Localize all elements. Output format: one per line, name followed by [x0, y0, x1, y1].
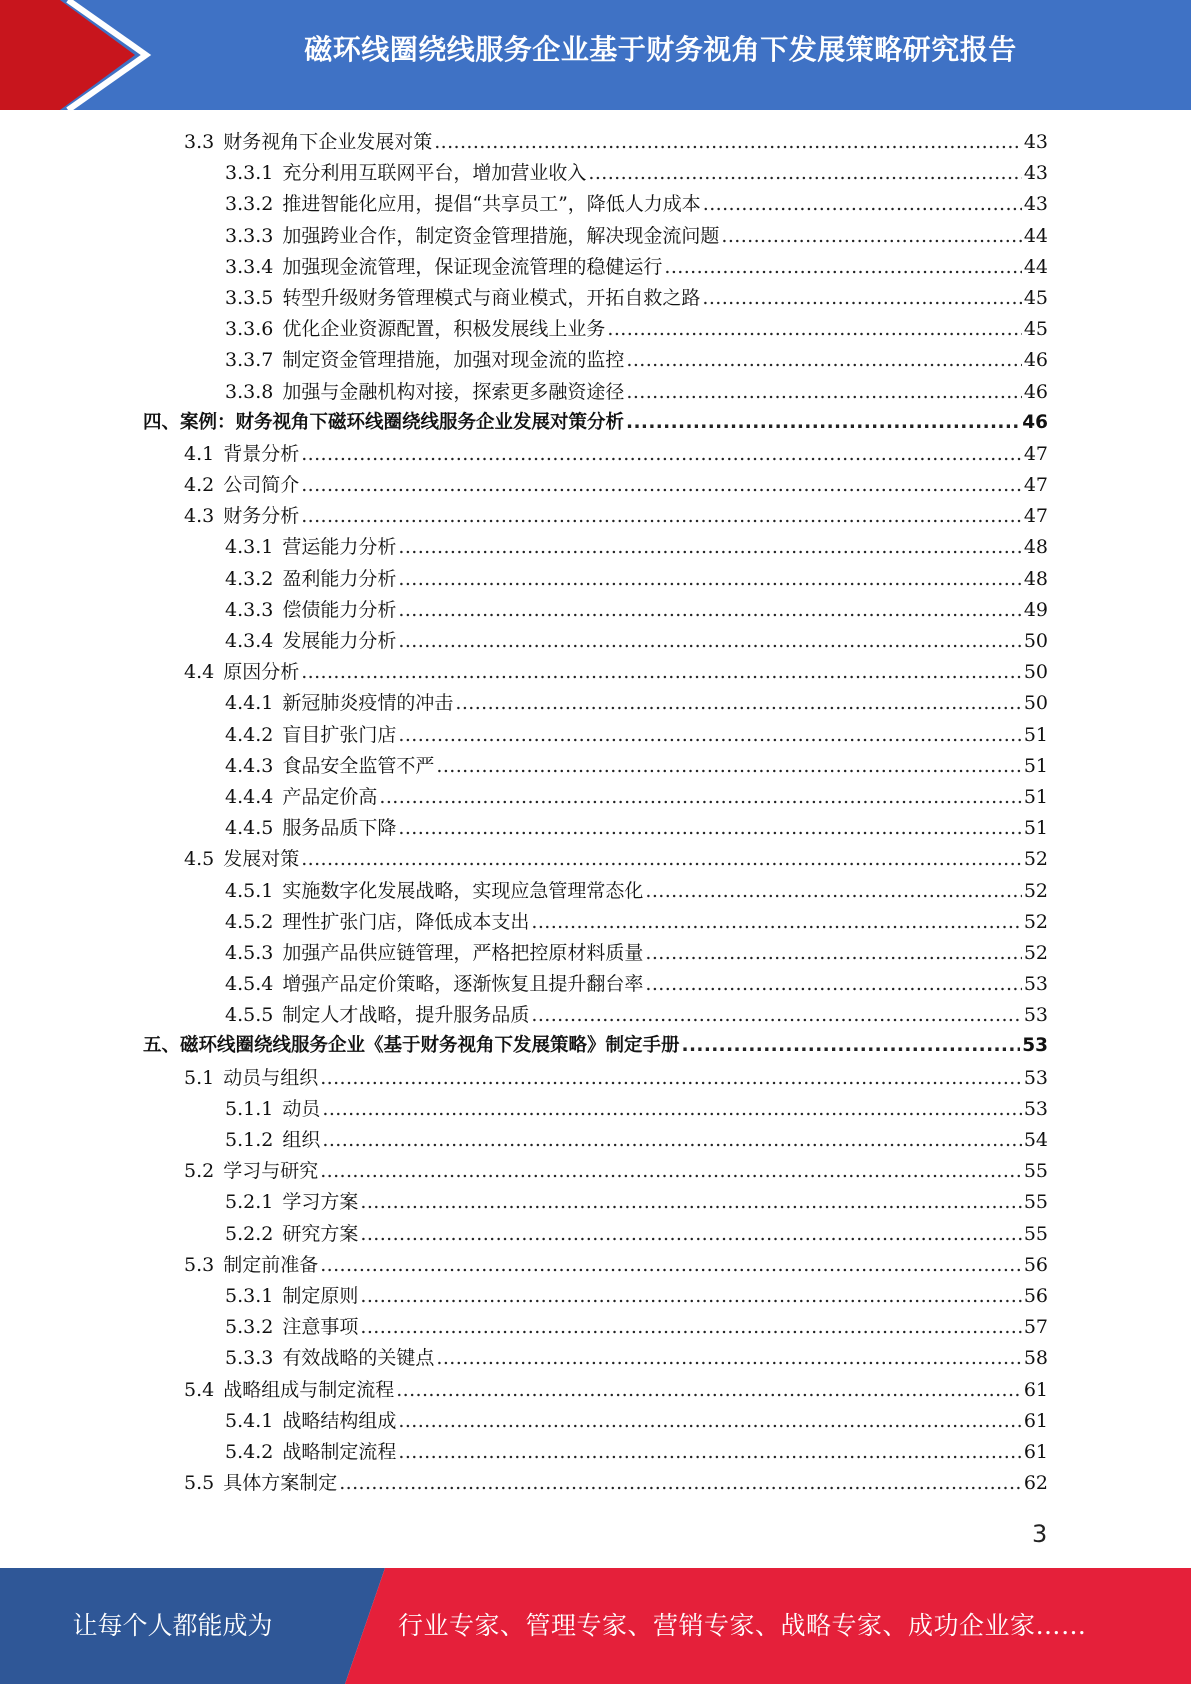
toc-entry[interactable]: [143, 907, 1048, 938]
toc-entry-number: 3.3.4: [225, 255, 274, 278]
toc-entry-page: 51: [1023, 723, 1048, 746]
toc-entry-number: 4.5.5: [225, 1004, 274, 1027]
toc-entry-title: 注意事项: [282, 1316, 359, 1339]
toc-entry-number: 5.2: [184, 1160, 215, 1183]
toc-entry[interactable]: [143, 564, 1048, 595]
toc-dot-leader: [398, 536, 1021, 558]
toc-entry-title: 加强现金流管理，保证现金流管理的稳健运行: [282, 255, 663, 278]
header-title: 磁环线圈绕线服务企业基于财务视角下发展策略研究报告: [304, 33, 1017, 66]
toc-entry-title: 动员: [282, 1097, 321, 1120]
toc-entry[interactable]: [143, 189, 1048, 220]
toc-dot-leader: [301, 661, 1022, 683]
toc-entry-title: 动员与组织: [223, 1066, 319, 1089]
toc-entry[interactable]: [143, 1468, 1048, 1499]
header-arrow-decoration: [0, 0, 160, 110]
footer-slogan-right: 行业专家、管理专家、营销专家、战略专家、成功企业家……: [398, 1611, 1087, 1640]
toc-entry-page: 54: [1023, 1129, 1048, 1151]
page-header: [0, 0, 1191, 110]
toc-dot-leader: [531, 911, 1021, 933]
toc-entry-title: 服务品质下降: [282, 817, 397, 840]
toc-entry-page: 46: [1022, 411, 1048, 433]
toc-entry-number: 4.4: [184, 661, 215, 684]
toc-entry-number: 3.3.5: [225, 286, 274, 309]
toc-entry[interactable]: [143, 1219, 1048, 1250]
toc-entry-number: 4.3.2: [225, 567, 274, 590]
toc-entry-page: 47: [1023, 474, 1048, 497]
toc-entry-number: 3.3.2: [225, 193, 274, 216]
toc-entry[interactable]: [143, 1094, 1048, 1125]
toc-entry-number: 5.5: [184, 1472, 215, 1495]
toc-dot-leader: [398, 1441, 1021, 1463]
toc-entry[interactable]: [143, 969, 1048, 1000]
toc-entry-number: 5.1: [184, 1066, 215, 1089]
toc-entry-title: 推进智能化应用，提倡“共享员工”，降低人力成本: [282, 193, 701, 216]
toc-dot-leader: [436, 1347, 1021, 1369]
toc-entry-title: 理性扩张门店，降低成本支出: [282, 910, 530, 933]
toc-dot-leader: [360, 1285, 1021, 1307]
toc-entry-number: 4.3.1: [225, 536, 274, 559]
toc-entry-title: 增强产品定价策略，逐渐恢复且提升翻台率: [282, 973, 644, 996]
toc-entry-page: 53: [1022, 1035, 1048, 1057]
toc-entry-page: 46: [1023, 380, 1048, 403]
toc-entry[interactable]: [143, 1125, 1048, 1156]
toc-entry[interactable]: [143, 408, 1048, 439]
toc-entry-page: 47: [1023, 442, 1048, 465]
toc-entry[interactable]: [143, 532, 1048, 563]
toc-entry-title: 发展能力分析: [282, 630, 397, 652]
toc-dot-leader: [396, 1379, 1022, 1401]
toc-entry-title: 学习方案: [282, 1191, 359, 1214]
toc-entry[interactable]: [143, 844, 1048, 875]
toc-entry-page: 48: [1023, 567, 1048, 590]
toc-entry-number: 4.5.3: [225, 941, 274, 964]
toc-dot-leader: [320, 1067, 1022, 1089]
toc-dot-leader: [607, 318, 1021, 340]
toc-dot-leader: [301, 848, 1022, 870]
toc-entry-page: 43: [1023, 131, 1048, 153]
toc-entry[interactable]: [143, 1156, 1048, 1187]
toc-entry-page: 53: [1023, 973, 1048, 996]
toc-entry[interactable]: [143, 127, 1048, 158]
toc-entry[interactable]: [143, 1437, 1048, 1468]
toc-entry-title: 营运能力分析: [282, 536, 397, 559]
toc-dot-leader: [301, 474, 1022, 496]
toc-entry-title: 背景分析: [223, 442, 300, 465]
toc-dot-leader: [645, 942, 1021, 964]
toc-entry-number: 5.1.2: [225, 1129, 274, 1151]
table-of-contents: [143, 127, 1048, 1499]
toc-entry-page: 43: [1023, 193, 1048, 216]
toc-entry-title: 战略组成与制定流程: [223, 1378, 395, 1401]
toc-entry-number: 5.4.2: [225, 1440, 274, 1463]
toc-entry-number: 4.1: [184, 442, 215, 465]
toc-dot-leader: [322, 1129, 1021, 1151]
toc-entry[interactable]: [143, 252, 1048, 283]
toc-dot-leader: [436, 755, 1021, 777]
toc-entry-page: 50: [1023, 692, 1048, 715]
toc-entry[interactable]: [143, 1281, 1048, 1312]
toc-entry-title: 制定资金管理措施，加强对现金流的监控: [282, 349, 625, 372]
toc-dot-leader: [682, 1035, 1021, 1056]
toc-entry-number: 3.3: [184, 131, 215, 153]
toc-dot-leader: [360, 1316, 1021, 1338]
toc-entry-number: 4.5.1: [225, 879, 274, 902]
toc-entry-page: 45: [1023, 286, 1048, 309]
toc-entry-page: 46: [1023, 349, 1048, 372]
toc-entry-title: 优化企业资源配置，积极发展线上业务: [282, 318, 606, 341]
toc-entry-title: 新冠肺炎疫情的冲击: [282, 692, 454, 715]
toc-entry[interactable]: [143, 1187, 1048, 1218]
toc-entry-title: 盈利能力分析: [282, 567, 397, 590]
toc-entry-number: 4.4.5: [225, 817, 274, 840]
toc-entry-number: 3.3.6: [225, 318, 274, 341]
toc-entry-number: 4.3: [184, 505, 215, 528]
toc-entry-title: 公司简介: [223, 474, 300, 497]
toc-entry-title: 产品定价高: [282, 785, 378, 808]
toc-dot-leader: [320, 1254, 1022, 1276]
toc-dot-leader: [398, 1410, 1021, 1432]
toc-entry-title: 发展对策: [223, 848, 300, 871]
toc-entry-page: 61: [1023, 1378, 1048, 1401]
toc-entry-title: 具体方案制定: [223, 1472, 338, 1495]
toc-entry[interactable]: [143, 876, 1048, 907]
toc-entry-title: 转型升级财务管理模式与商业模式，开拓自救之路: [282, 286, 701, 309]
toc-entry-number: 3.3.8: [225, 380, 274, 403]
toc-entry[interactable]: [143, 501, 1048, 532]
toc-entry[interactable]: [143, 1375, 1048, 1406]
toc-entry[interactable]: [143, 439, 1048, 470]
toc-entry[interactable]: [143, 1343, 1048, 1374]
toc-entry-page: 52: [1023, 879, 1048, 902]
toc-entry-page: 45: [1023, 318, 1048, 341]
toc-entry-page: 55: [1023, 1160, 1048, 1183]
toc-entry-page: 53: [1023, 1097, 1048, 1120]
toc-dot-leader: [360, 1191, 1021, 1213]
toc-dot-leader: [588, 162, 1021, 184]
toc-dot-leader: [398, 599, 1021, 621]
toc-entry-title: 加强跨业合作，制定资金管理措施，解决现金流问题: [282, 224, 720, 247]
toc-dot-leader: [702, 287, 1021, 309]
toc-entry[interactable]: [143, 782, 1048, 813]
toc-entry-number: 5.3: [184, 1253, 215, 1276]
toc-entry-title: 原因分析: [223, 661, 300, 684]
toc-entry-number: 4.5.2: [225, 910, 274, 933]
toc-entry[interactable]: [143, 314, 1048, 345]
toc-entry-page: 51: [1023, 785, 1048, 808]
toc-entry-page: 61: [1023, 1440, 1048, 1463]
toc-entry-number: 4.2: [184, 474, 215, 497]
toc-entry-page: 43: [1023, 162, 1048, 185]
toc-dot-leader: [339, 1472, 1022, 1494]
toc-entry-title: 磁环线圈绕线服务企业《基于财务视角下发展策略》制定手册: [180, 1035, 680, 1057]
toc-entry-number: 4.4.3: [225, 754, 274, 777]
toc-dot-leader: [322, 1098, 1021, 1120]
toc-entry-page: 48: [1023, 536, 1048, 559]
toc-entry-title: 食品安全监管不严: [282, 754, 435, 777]
toc-entry-number: 3.3.1: [225, 162, 274, 185]
toc-entry[interactable]: [143, 1031, 1048, 1062]
toc-entry-page: 52: [1023, 910, 1048, 933]
toc-entry-page: 56: [1023, 1284, 1048, 1307]
toc-entry-title: 财务分析: [223, 505, 300, 528]
toc-dot-leader: [721, 225, 1021, 247]
toc-entry-number: 5.1.1: [225, 1097, 274, 1120]
toc-dot-leader: [301, 505, 1022, 527]
toc-entry-page: 47: [1023, 505, 1048, 528]
toc-entry-page: 50: [1023, 661, 1048, 684]
toc-entry-page: 62: [1023, 1472, 1048, 1495]
toc-entry-title: 充分利用互联网平台，增加营业收入: [282, 162, 587, 185]
toc-dot-leader: [434, 131, 1022, 153]
toc-entry-page: 50: [1023, 630, 1048, 652]
toc-entry[interactable]: [143, 688, 1048, 719]
toc-dot-leader: [398, 724, 1021, 746]
toc-entry-number: 4.4.1: [225, 692, 274, 715]
toc-entry-page: 44: [1023, 224, 1048, 247]
toc-entry[interactable]: [143, 221, 1048, 252]
toc-entry-number: 5.3.3: [225, 1347, 274, 1370]
toc-entry[interactable]: [143, 345, 1048, 376]
toc-entry[interactable]: [143, 158, 1048, 189]
toc-entry-title: 实施数字化发展战略，实现应急管理常态化: [282, 879, 644, 902]
toc-entry-number: 4.4.2: [225, 723, 274, 746]
toc-entry-title: 战略结构组成: [282, 1409, 397, 1432]
toc-entry-page: 44: [1023, 255, 1048, 278]
toc-entry[interactable]: [143, 626, 1048, 657]
toc-dot-leader: [626, 412, 1020, 433]
toc-entry-page: 55: [1023, 1222, 1048, 1245]
toc-entry-number: 4.3.3: [225, 598, 274, 621]
toc-entry-page: 57: [1023, 1316, 1048, 1339]
toc-entry[interactable]: [143, 470, 1048, 501]
toc-entry-title: 研究方案: [282, 1222, 359, 1245]
toc-dot-leader: [320, 1160, 1022, 1182]
toc-entry-title: 案例：财务视角下磁环线圈绕线服务企业发展对策分析: [180, 411, 625, 433]
toc-dot-leader: [301, 443, 1022, 465]
toc-dot-leader: [360, 1223, 1021, 1245]
toc-entry-page: 52: [1023, 941, 1048, 964]
toc-entry-page: 53: [1023, 1004, 1048, 1027]
toc-entry-page: 53: [1023, 1066, 1048, 1089]
toc-entry-title: 有效战略的关键点: [282, 1347, 435, 1370]
toc-dot-leader: [645, 880, 1021, 902]
toc-entry[interactable]: [143, 595, 1048, 626]
toc-dot-leader: [531, 1004, 1021, 1026]
toc-entry-number: 5.2.2: [225, 1222, 274, 1245]
toc-entry[interactable]: [143, 938, 1048, 969]
toc-dot-leader: [626, 349, 1021, 371]
toc-dot-leader: [626, 381, 1021, 403]
toc-entry[interactable]: [143, 1406, 1048, 1437]
toc-entry-title: 加强产品供应链管理，严格把控原材料质量: [282, 941, 644, 964]
toc-entry-page: 61: [1023, 1409, 1048, 1432]
toc-dot-leader: [398, 568, 1021, 590]
toc-entry-number: 4.3.4: [225, 630, 274, 652]
toc-entry-number: 四、: [143, 411, 181, 433]
toc-dot-leader: [379, 786, 1021, 808]
toc-entry-title: 盲目扩张门店: [282, 723, 397, 746]
page-number: 3: [1032, 1520, 1048, 1548]
toc-entry-page: 52: [1023, 848, 1048, 871]
toc-entry-title: 组织: [282, 1129, 321, 1151]
toc-entry-number: 3.3.3: [225, 224, 274, 247]
toc-entry-page: 56: [1023, 1253, 1048, 1276]
toc-entry-title: 制定人才战略，提升服务品质: [282, 1004, 530, 1027]
toc-entry-number: 5.3.1: [225, 1284, 274, 1307]
toc-entry-page: 51: [1023, 754, 1048, 777]
toc-entry-number: 5.2.1: [225, 1191, 274, 1214]
toc-dot-leader: [645, 973, 1021, 995]
toc-entry[interactable]: [143, 377, 1048, 408]
toc-entry-page: 58: [1023, 1347, 1048, 1370]
toc-dot-leader: [455, 692, 1021, 714]
toc-entry-number: 4.4.4: [225, 785, 274, 808]
toc-entry-title: 制定前准备: [223, 1253, 319, 1276]
page-footer: [0, 1568, 1191, 1684]
footer-slogan-left: 让每个人都能成为: [72, 1611, 273, 1640]
toc-dot-leader: [398, 817, 1021, 839]
toc-entry-title: 战略制定流程: [282, 1440, 397, 1463]
toc-dot-leader: [703, 193, 1022, 215]
header-red-chevron: [0, 0, 135, 110]
toc-entry-number: 4.5: [184, 848, 215, 871]
toc-entry-number: 5.3.2: [225, 1316, 274, 1339]
toc-entry-number: 5.4: [184, 1378, 215, 1401]
toc-entry[interactable]: [143, 283, 1048, 314]
toc-entry[interactable]: [143, 657, 1048, 688]
toc-entry-title: 财务视角下企业发展对策: [223, 131, 433, 153]
toc-entry-title: 偿债能力分析: [282, 598, 397, 621]
toc-entry-title: 学习与研究: [223, 1160, 319, 1183]
toc-entry-page: 55: [1023, 1191, 1048, 1214]
toc-entry[interactable]: [143, 751, 1048, 782]
toc-entry-title: 加强与金融机构对接，探索更多融资途径: [282, 380, 625, 403]
toc-entry-number: 5.4.1: [225, 1409, 274, 1432]
toc-entry[interactable]: [143, 813, 1048, 844]
toc-entry-title: 制定原则: [282, 1284, 359, 1307]
toc-entry-number: 3.3.7: [225, 349, 274, 372]
toc-entry[interactable]: [143, 1250, 1048, 1281]
toc-entry-page: 49: [1023, 598, 1048, 621]
toc-entry-number: 4.5.4: [225, 973, 274, 996]
toc-entry[interactable]: [143, 1312, 1048, 1343]
toc-entry-number: 五、: [143, 1035, 181, 1057]
toc-entry-page: 51: [1023, 817, 1048, 840]
toc-entry[interactable]: [143, 720, 1048, 751]
toc-dot-leader: [664, 256, 1021, 278]
toc-dot-leader: [398, 630, 1021, 652]
toc-entry[interactable]: [143, 1000, 1048, 1031]
toc-entry[interactable]: [143, 1063, 1048, 1094]
